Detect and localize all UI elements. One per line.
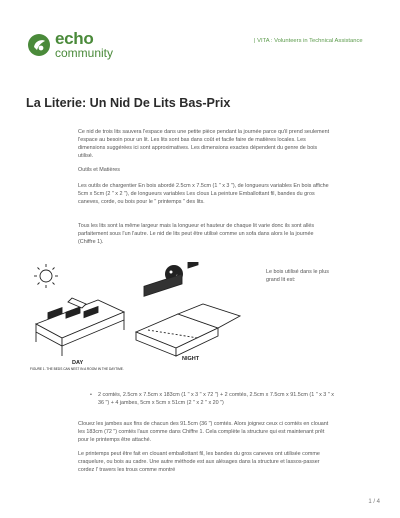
night-beds	[136, 262, 240, 356]
echo-community-logo[interactable]	[26, 30, 146, 66]
list-item	[90, 391, 338, 407]
paragraph-intro: Ce nid de trois lits sauvera l'espace dans une petite pièce pendant la journée parce qu'il prend seulement l'espace au besoin pour un lit. Les lits sont bas dans coût et facile faire de matières locales. Les dimensions suggérées ici sont approximatives. Les dimensions exactes dépendent du genre de bois utilisé.	[78, 129, 330, 159]
leaf-logo-icon	[26, 32, 52, 58]
paragraph-tools-heading: Outils et Matières	[78, 167, 120, 173]
sun-icon	[34, 264, 58, 288]
page-number: 1 / 4	[368, 499, 380, 505]
day-beds	[36, 298, 124, 356]
figure-caption: FIGURE 1. THE BEDS CAN NEST IN A ROOM IN THE DAYTIME.	[30, 367, 124, 371]
beds-drawing	[28, 262, 244, 372]
paragraph-beds: Tous les lits sont la même largeur mais la longueur et hauteur de chaque lit varie donc ils sont allés parfaitement sous l'un l'autre. Le nid de lits peut être utilisé comme un sofa dans alors le la journée (Chiffre 1).	[78, 223, 315, 245]
paragraph-spring: Le printemps peut être fait en clouant emballottant fil, les bandes du gros caneves ont utilisée comme craquelure, ou bois au cadre. Une autre méthode est aux alésages dans la structure et lassos-passer cordez l' travers les trous comme montré	[78, 451, 320, 473]
figure-1-illustration	[28, 262, 244, 372]
logo-word-echo: echo	[55, 29, 94, 48]
figure-label-day: DAY	[72, 360, 84, 366]
header-tagline-link[interactable]: | VITA : Volunteers in Technical Assistance	[254, 38, 363, 44]
paragraph-tools: Les outils de chargentier En bois abordé 2.5cm x 7.5cm (1 " x 3 "), de longueurs variables En bois affiche 5cm x 5cm (2 " x 2 "), de longueurs variables Les clous La peinture Emballottant fil, bandes du gros caneves, corde, ou bois pour le " printemps " des lits.	[78, 183, 329, 205]
page-title: La Literie: Un Nid De Lits Bas-Prix	[26, 96, 231, 110]
bullet-text: 2 comtés, 2.5cm x 7.5cm x 183cm (1 " x 3 " x 72 ") + 2 comtés, 2.5cm x 7.5cm x 91.5cm (1 " x 3 " x 36 ") + 4 jambes, 5cm x 5cm x 51cm (2 " x 2 " x 20 ")	[98, 392, 334, 406]
paragraph-assembly: Clouez les jambes aux fins de chacun des 91.5cm (36 ") comtés. Alors joignez ceux ci comtés en clouant les 183cm (72 ") comtés l'aux comme dans Chiffre 1. Cela complète la structure qui est maintenant prêt pour le printemps être attaché.	[78, 421, 329, 443]
figure-side-caption: Le bois utilisé dans le plus grand lit est:	[266, 269, 329, 283]
figure-label-night: NIGHT	[182, 356, 200, 362]
bullet-dot: •	[90, 392, 92, 398]
logo-word-community: community	[55, 46, 114, 60]
